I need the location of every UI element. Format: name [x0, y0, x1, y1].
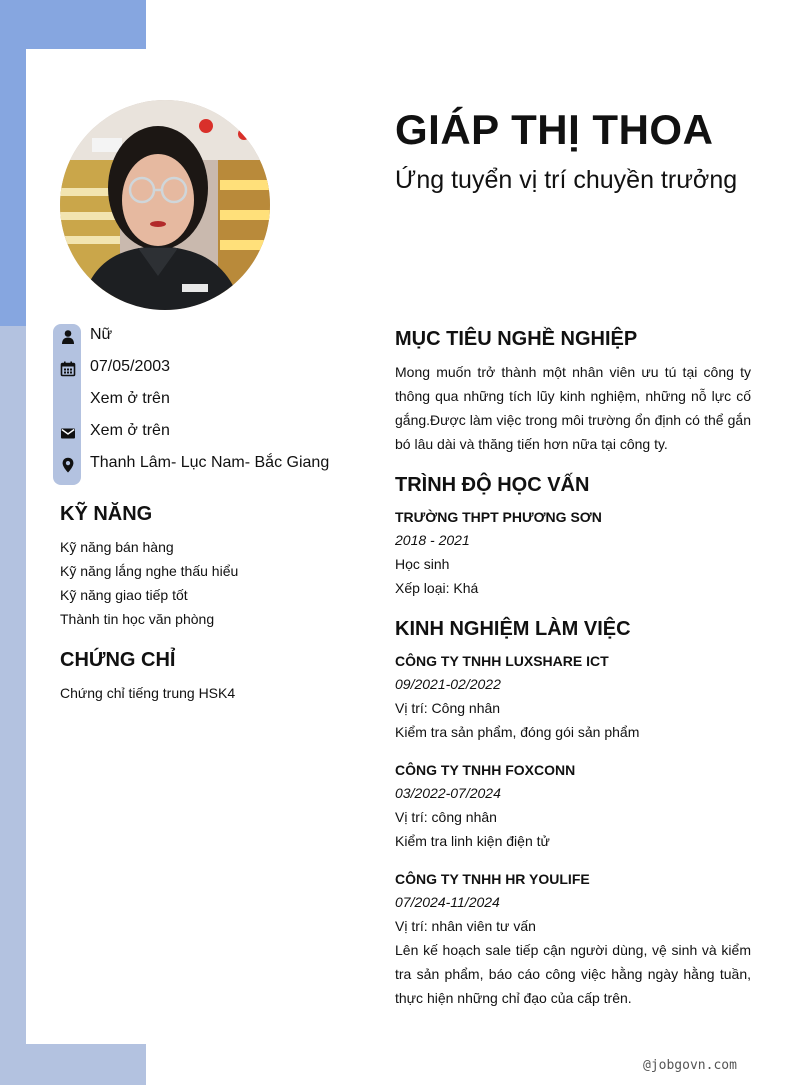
contact-gender	[60, 326, 360, 350]
job-position: Vị trí: Công nhân	[395, 700, 501, 716]
contact-address	[60, 454, 360, 478]
skill-item: Kỹ năng giao tiếp tốt	[60, 587, 188, 603]
contact-text: Thanh Lâm- Lục Nam- Bắc Giang	[90, 454, 330, 471]
watermark: @jobgovn.com	[643, 1058, 737, 1073]
location-pin-icon	[60, 457, 76, 473]
contact-phone	[60, 390, 360, 414]
job-position: Vị trí: công nhân	[395, 809, 497, 825]
contact-email	[60, 422, 360, 446]
person-icon	[60, 329, 76, 345]
job-company: CÔNG TY TNHH FOXCONN	[395, 762, 576, 778]
job-period: 03/2022-07/2024	[395, 785, 501, 801]
certificate-item: Chứng chỉ tiếng trung HSK4	[60, 685, 236, 701]
skills-title: KỸ NĂNG	[60, 503, 153, 525]
job-company: CÔNG TY TNHH HR YOULIFE	[395, 871, 590, 887]
mail-icon	[60, 425, 76, 441]
profile-photo	[60, 100, 270, 310]
experience-title: KINH NGHIỆM LÀM VIỆC	[395, 618, 631, 640]
contact-text: Nữ	[90, 326, 113, 343]
applied-position: Ứng tuyển vị trí chuyền trưởng	[395, 166, 738, 194]
job-position: Vị trí: nhân viên tư vấn	[395, 918, 536, 934]
job-description: Lên kế hoạch sale tiếp cận người dùng, vệ sinh và kiểm tra sản phẩm, báo cáo công việc hằng ngày hằng tuần, thực hiện những chỉ đạo của cấp trên.	[395, 942, 751, 1006]
education-title: TRÌNH ĐỘ HỌC VẤN	[395, 474, 590, 496]
job-description: Kiểm tra linh kiện điện tử	[395, 833, 550, 849]
education-period: 2018 - 2021	[395, 532, 470, 548]
job-period: 09/2021-02/2022	[395, 676, 501, 692]
education-level: Học sinh	[395, 556, 450, 572]
school-name: TRƯỜNG THPT PHƯƠNG SƠN	[395, 509, 602, 525]
job-description: Kiểm tra sản phẩm, đóng gói sản phẩm	[395, 724, 640, 740]
objective-text: Mong muốn trở thành một nhân viên ưu tú tại công ty thông qua những tích lũy kinh nghiệm, những nỗ lực cố gắng.Được làm việc trong môi trường ổn định có thể gắn bó lâu dài và thăng tiến hơn nữa tại công ty.	[395, 364, 751, 452]
education-grade: Xếp loại: Khá	[395, 580, 479, 596]
candidate-name: GIÁP THỊ THOA	[395, 106, 714, 153]
calendar-icon	[60, 361, 76, 377]
job-period: 07/2024-11/2024	[395, 894, 500, 910]
contact-text: Xem ở trên	[90, 390, 170, 407]
objective-title: MỤC TIÊU NGHỀ NGHIỆP	[395, 328, 638, 350]
skill-item: Thành tin học văn phòng	[60, 611, 215, 627]
contact-text: 07/05/2003	[90, 358, 171, 375]
certificates-title: CHỨNG CHỈ	[60, 649, 176, 671]
contact-birthdate	[60, 358, 360, 382]
contact-text: Xem ở trên	[90, 422, 170, 439]
job-company: CÔNG TY TNHH LUXSHARE ICT	[395, 653, 609, 669]
skill-item: Kỹ năng bán hàng	[60, 539, 174, 555]
skill-item: Kỹ năng lắng nghe thấu hiểu	[60, 563, 239, 579]
